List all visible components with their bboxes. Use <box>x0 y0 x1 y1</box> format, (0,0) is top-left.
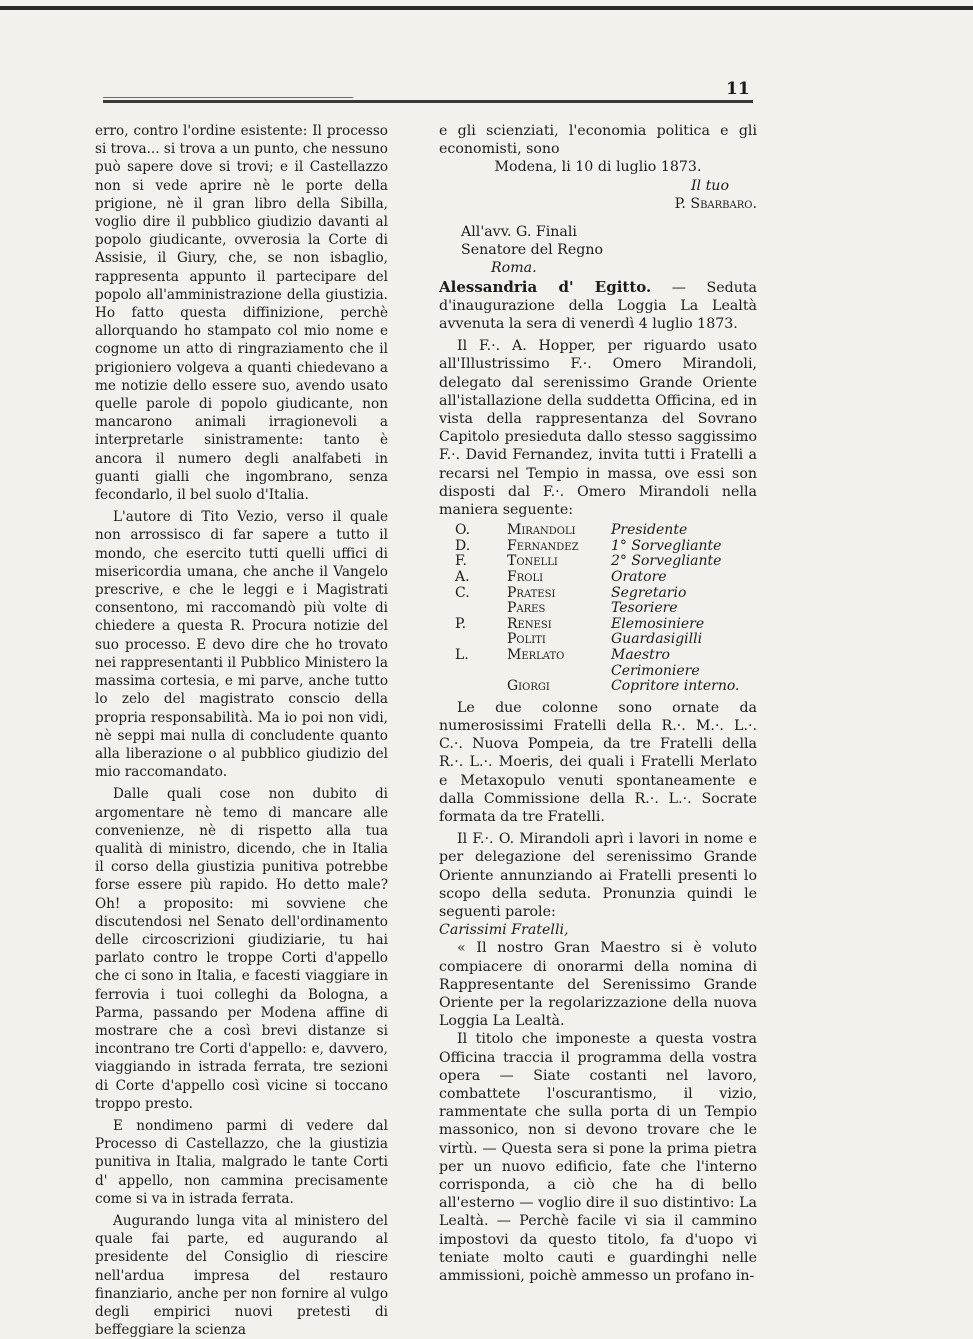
officer-role: Segretario <box>611 584 687 601</box>
officer-initial: O. <box>455 522 471 539</box>
letter-closing: Il tuo <box>690 177 729 194</box>
officer-name: Renesi <box>507 615 552 632</box>
top-border <box>0 6 973 10</box>
letter-signature: P. Sbarbaro. <box>674 195 757 212</box>
letter-continuation: e gli scienziati, l'economia politica e gli economisti, sono <box>439 123 757 158</box>
officer-row <box>455 632 757 648</box>
letter-address <box>461 223 757 278</box>
officer-role: Elemosiniere <box>611 615 705 632</box>
officer-row <box>455 679 757 695</box>
officer-name: Politi <box>507 631 546 648</box>
right-paragraph-2: Le due colonne sono ornate da numerosissimi Fratelli della R.·. M.·. L.·. C.·. Nuova Pompeia, da tre Fratelli della R.·. L.·. Moeris, dei quali i Fratelli Merlato e Metaxopulo venuti spontaneamente e dalla Commissione della R.·. L.·. Socrate formata da tre Fratelli. <box>439 699 757 826</box>
officer-role: 1° Sorvegliante <box>611 537 722 554</box>
officer-role: Guardasigilli <box>611 631 703 648</box>
officer-initial <box>455 601 507 617</box>
address-line-3: Roma. <box>491 260 537 277</box>
officer-initial: P. <box>455 615 467 632</box>
left-paragraph-2: L'autore di Tito Vezio, verso il quale non arrossisco di far sapere a tutto il mondo, che esercito tutti quelli uffici di misericordia umana, che anche il Vangelo prescrive, e che le leggi e i Magistrati consentono, mi raccomandò più volte di chiedere a questa R. Procura notizie del suo processo. E devo dire che ho trovato nei rappresentanti il Pubblico Ministero la massima cortesia, e mi parve, anche tutto lo zelo del magistrato conscio della propria responsabilità. Ma io poi non vidi, nè seppi mai nulla di concludente quanto alla liberazione o al pubblico giudizio del mio raccomandato. <box>95 509 388 781</box>
section-intro: — Seduta d'inaugurazione della Loggia La Lealtà avvenuta la sera di venerdì 4 luglio 1873. <box>439 279 758 333</box>
section-header <box>439 278 757 334</box>
officer-initial: L. <box>455 647 469 664</box>
officer-role: Oratore <box>611 569 667 586</box>
left-paragraph-1: erro, contro l'ordine esistente: Il processo si trova... si trova a un punto, che nessuno può sapere dove si trovi; e il Castellazzo non si vede aprire nè le porte della prigione, nè il gran libro della Sibilla, voglio dire il pubblico giudizio davanti al popolo giudicante, ovverosia la Corte di Assisie, il Giury, che, se non isbaglio, rappresenta appunto il partecipare del popolo all'amministrazione della giustizia. Ho fatto questa diffinizione, perchè allorquando ho stampato col mio nome e cognome un atto di ringraziamento che il prigioniero volgeva a quanti chiedevano a me notizie dello essere suo, avendo usato quelle parole di popolo giudicante, non mancarono animali irragionevoli a interpretarle sinistramente: tanto è ancora il numero degli analfabeti in guanti gialli che ingombrano, senza fecondarlo, il bel suolo d'Italia. <box>95 123 388 504</box>
officer-initial: D. <box>455 537 471 554</box>
officer-role: Tesoriere <box>611 600 678 617</box>
page-number: 11 <box>726 79 750 99</box>
officer-row <box>455 523 757 539</box>
section-title: Alessandria d' Egitto. <box>439 277 652 296</box>
letter-dateline: Modena, li 10 di luglio 1873. <box>494 159 702 176</box>
officer-row <box>455 601 757 617</box>
officer-row <box>455 648 757 679</box>
officer-name: Fernandez <box>507 537 579 554</box>
officer-name: Pratesi <box>507 584 556 601</box>
officer-row <box>455 617 757 633</box>
officer-name: Mirandoli <box>507 522 576 539</box>
header-thin-rule <box>103 97 353 98</box>
officer-name: Giorgi <box>507 678 550 695</box>
officer-name: Pares <box>507 600 546 617</box>
right-column <box>439 122 757 1285</box>
right-paragraph-4: « Il nostro Gran Maestro si è voluto compiacere di onorarmi della nomina di Rappresentante del Serenissimo Grande Oriente per la regolarizzazione della nuova Loggia La Lealtà. <box>439 940 757 1030</box>
officer-initial <box>455 632 507 648</box>
officer-row <box>455 539 757 555</box>
left-paragraph-3: Dalle quali cose non dubito di argomentare nè temo di mancare alle convenienze, nè di rispetto alla tua qualità di ministro, dicendo, che in Italia il corso della giustizia punitiva potrebbe forse essere più rapido. Ho detto male? Oh! a proposito: mi sovviene che discutendosi nel Senato dell'ordinamento delle circoscrizioni giudiziarie, tu hai parlato contro le troppe Corti d'appello che ci sono in Italia, e facesti viaggiare in ferrovia i tuoi colleghi da Bologna, a Parma, passando per Modena affine di mostrare che a così brevi distanze si incontrano tre Corti d'appello: e, davvero, viaggiando in istrada ferrata, tre sezioni di Corte d'appello così vicine si toccano troppo presto. <box>95 786 388 1112</box>
officer-row <box>455 570 757 586</box>
officer-role: Copritore interno. <box>611 678 740 695</box>
officer-row <box>455 586 757 602</box>
officers-table <box>455 523 757 695</box>
officer-name: Merlato <box>507 647 565 664</box>
officer-row <box>455 554 757 570</box>
officer-initial <box>455 679 507 695</box>
officer-initial: F. <box>455 553 467 570</box>
officer-initial: C. <box>455 584 470 601</box>
officer-name: Tonelli <box>507 553 558 570</box>
left-paragraph-4: E nondimeno parmi di vedere dal Processo di Castellazzo, che la giustizia punitiva in Italia, malgrado le tante Corti d' appello, non cammina precisamente come si va in istrada ferrata. <box>95 1117 388 1207</box>
officer-role: 2° Sorvegliante <box>611 553 722 570</box>
salutation: Carissimi Fratelli, <box>439 922 569 939</box>
address-line-2: Senatore del Regno <box>461 242 604 259</box>
officer-name: Froli <box>507 569 544 586</box>
officer-role: Maestro Cerimoniere <box>611 647 700 679</box>
left-column <box>95 122 388 1339</box>
left-paragraph-5: Augurando lunga vita al ministero del quale fai parte, ed augurando al presidente del Consiglio di riescire nell'ardua impresa del restauro finanziario, anche per non fornire al vulgo degli empirici nuovi pretesti di beffeggiare la scienza <box>95 1212 388 1339</box>
officer-initial: A. <box>455 569 470 586</box>
right-paragraph-1: Il F.·. A. Hopper, per riguardo usato all'Illustrissimo F.·. Omero Mirandoli, delegato dal serenissimo Grande Oriente all'istallazione della suddetta Officina, ed in vista della rappresentanza del Sovrano Capitolo presieduta dallo stesso saggissimo F.·. David Fernandez, invita tutti i Fratelli a recarsi nel Tempio in massa, ove essi son disposti dal F.·. Omero Mirandoli nella maniera seguente: <box>439 338 757 519</box>
officer-role: Presidente <box>611 522 688 539</box>
right-paragraph-5: Il titolo che imponeste a questa vostra Officina traccia il programma della vostra opera — Siate costanti nel lavoro, combattete l'oscurantismo, il vizio, rammentate che sulla porta di un Tempio massonico, non si devono trovare che le virtù. — Questa sera si pone la prima pietra per un nuovo edificio, fate che l'interno corrisponda, a ciò che ha di bello all'esterno — voglio dire il suo distintivo: La Lealtà. — Perchè facile vi sia il cammino impostovi da questo titolo, fa d'uopo vi teniate molto cauti e guardinghi nelle ammissioni, poichè ammesso un profano in- <box>439 1031 757 1285</box>
header-rule <box>103 100 753 103</box>
address-line-1: All'avv. G. Finali <box>461 224 577 241</box>
right-paragraph-3: Il F.·. O. Mirandoli aprì i lavori in nome e per delegazione del serenissimo Grande Oriente annunziando ai Fratelli presenti lo scopo della seduta. Pronunzia quindi le seguenti parole: <box>439 831 757 921</box>
